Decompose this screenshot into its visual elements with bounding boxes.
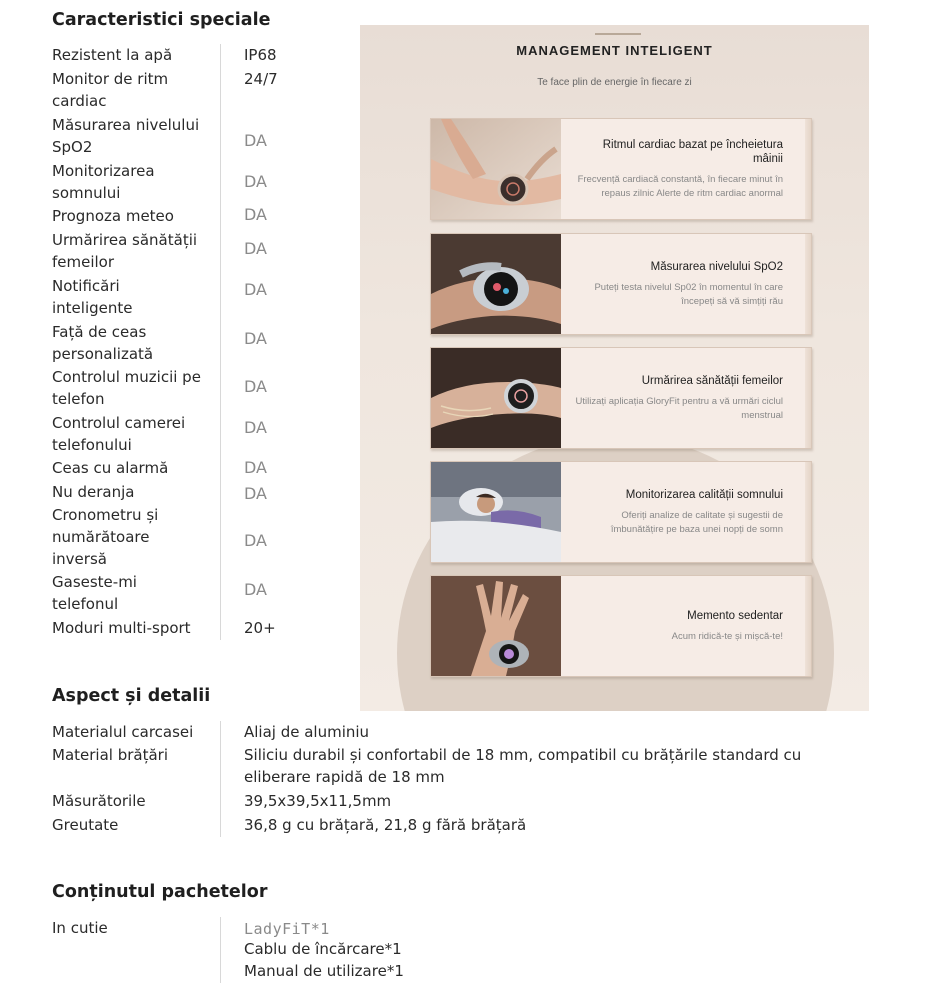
row-value: DA (244, 172, 267, 191)
package-item: Cablu de încărcare*1 (244, 940, 402, 958)
row-value: DA (244, 484, 267, 503)
card-edge (805, 119, 811, 219)
card-title: Ritmul cardiac bazat pe încheietura mâinii (602, 138, 783, 165)
row-value: 36,8 g cu brățară, 21,8 g fără brățară (244, 816, 527, 834)
table-divider (220, 917, 221, 983)
card-edge (805, 576, 811, 676)
row-label: In cutie (52, 919, 108, 937)
row-value: 20+ (244, 619, 276, 637)
row-value: DA (244, 531, 267, 550)
wrist-bracelet-photo (431, 348, 561, 448)
card-title: Memento sedentar (687, 609, 783, 622)
row-label: Măsurarea nivelului SpO2 (52, 116, 200, 156)
wrist-watch-photo (431, 234, 561, 334)
row-label: Monitor de ritm cardiac (52, 70, 169, 110)
row-value: DA (244, 377, 267, 396)
row-label: Moduri multi-sport (52, 619, 191, 637)
row-label: Prognoza meteo (52, 207, 174, 225)
row-label: Cronometru și numărătoare inversă (52, 506, 159, 568)
feature-card-sleep (430, 461, 812, 563)
row-label: Controlul muzicii pe telefon (52, 368, 201, 408)
row-value: DA (244, 131, 267, 150)
row-label: Controlul camerei telefonului (52, 414, 186, 454)
row-label: Față de ceas personalizată (52, 323, 154, 363)
card-edge (805, 234, 811, 334)
row-value: DA (244, 580, 267, 599)
row-value: DA (244, 329, 267, 348)
row-label: Măsurătorile (52, 792, 146, 810)
row-value: DA (244, 239, 267, 258)
row-label: Ceas cu alarmă (52, 459, 169, 477)
row-value: IP68 (244, 46, 277, 64)
card-edge (805, 348, 811, 448)
banner-title: MANAGEMENT INTELIGENT (516, 43, 713, 58)
row-label: Gaseste-mi telefonul (52, 573, 137, 613)
row-label: Rezistent la apă (52, 46, 173, 64)
smart-management-banner (360, 25, 869, 711)
row-label: Material brățări (52, 746, 168, 764)
card-description: Utilizați aplicația GloryFit pentru a vă urmări ciclul menstrual (575, 395, 783, 421)
row-label: Monitorizarea somnului (52, 162, 155, 202)
card-title: Urmărirea sănătății femeilor (641, 374, 783, 387)
raised-hand-photo (431, 576, 561, 676)
row-value: DA (244, 418, 267, 437)
feature-card-spo2 (430, 233, 812, 335)
card-description: Acum ridică-te și mișcă-te! (671, 630, 783, 642)
package-section-title: Conținutul pachetelor (52, 882, 268, 902)
card-title: Monitorizarea calității somnului (625, 488, 783, 501)
row-value: DA (244, 205, 267, 224)
row-label: Urmărirea sănătății femeilor (52, 231, 198, 271)
banner-subtitle: Te face plin de energie în fiecare zi (537, 77, 692, 88)
aspect-section-title: Aspect și detalii (52, 686, 211, 706)
row-label: Notificări inteligente (52, 277, 133, 317)
special-section-title: Caracteristici speciale (52, 10, 271, 30)
row-label: Materialul carcasei (52, 723, 194, 741)
feature-card-heart-rate (430, 118, 812, 220)
card-title: Măsurarea nivelului SpO2 (650, 260, 783, 273)
decorative-line (595, 33, 641, 35)
row-value: 39,5x39,5x11,5mm (244, 792, 392, 810)
row-value: DA (244, 280, 267, 299)
feature-card-women-health (430, 347, 812, 449)
row-value: Aliaj de aluminiu (244, 723, 370, 741)
row-value: Siliciu durabil și confortabil de 18 mm, compatibil cu brățările standard cu eliberare rapidă de 18 mm (244, 746, 802, 786)
wrist-watch-photo (431, 119, 561, 219)
table-divider (220, 721, 221, 837)
card-edge (805, 462, 811, 562)
row-value: DA (244, 458, 267, 477)
table-divider (220, 44, 221, 640)
card-description: Oferiți analize de calitate și sugestii de îmbunătățire pe baza unei nopți de somn (610, 509, 783, 535)
row-value: 24/7 (244, 70, 278, 88)
card-description: Puteți testa nivelul Sp02 în momentul în care începeți să vă simțiți rău (594, 281, 783, 307)
sleeping-woman-photo (431, 462, 561, 562)
package-item: LadyFiT*1 (244, 920, 330, 938)
package-item: Manual de utilizare*1 (244, 962, 404, 980)
row-label: Greutate (52, 816, 119, 834)
feature-card-sedentary (430, 575, 812, 677)
card-description: Frecvență cardiacă constantă, în fiecare minut în repaus zilnic Alerte de ritm cardiac anormal (577, 173, 783, 199)
row-label: Nu deranja (52, 483, 135, 501)
